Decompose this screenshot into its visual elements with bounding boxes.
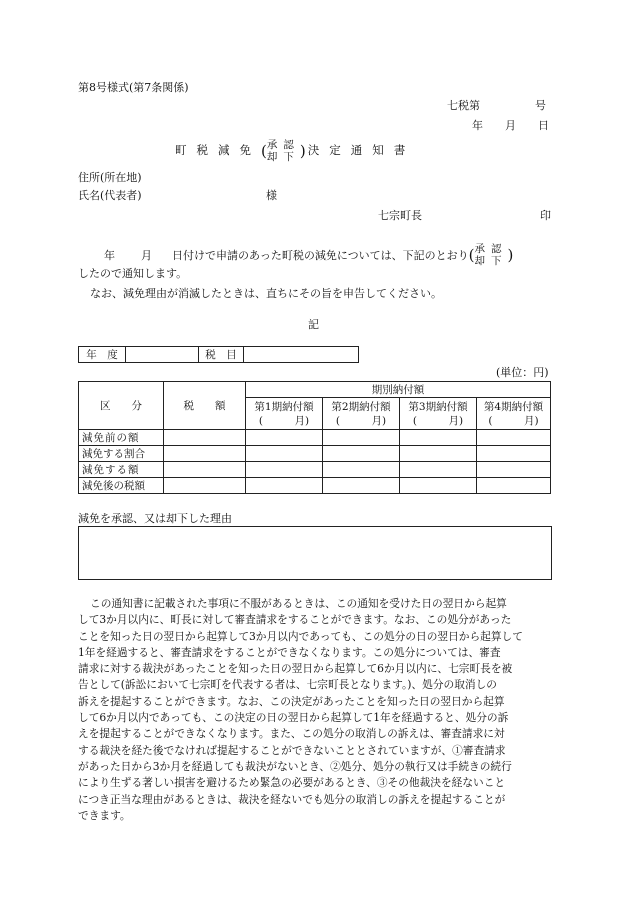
table-row [79,430,551,446]
cell-input[interactable] [477,462,551,478]
honorific: 様 [266,189,277,202]
cell-input[interactable] [400,446,477,462]
cell-input[interactable] [323,462,400,478]
cell-input[interactable] [477,478,551,494]
cell-input[interactable] [164,478,246,494]
tax-amount-header: 税 額 [164,382,246,430]
table-row [79,446,551,462]
row-label: 減免後の税額 [79,478,164,494]
cell-input[interactable] [323,430,400,446]
document-number: 七税第 号 [447,99,546,112]
form-id: 第8号様式(第7条関係) [78,81,189,94]
table-row [79,478,551,494]
tax-value-cell[interactable] [244,347,359,363]
name-label: 氏名(代表者) [78,189,142,202]
period-header-3: 第3期納付額 ( 月) [400,398,477,430]
ki-mark: 記 [308,318,319,331]
cell-input[interactable] [400,478,477,494]
table-row [79,462,551,478]
cell-input[interactable] [323,446,400,462]
body-note: なお、減免理由が消滅したときは、直ちにその旨を申告してください。 [90,287,442,300]
reason-box[interactable] [78,526,552,580]
title-options [267,139,300,163]
cell-input[interactable] [477,446,551,462]
cell-input[interactable] [164,446,246,462]
body-option-approve: 承認 [474,243,508,255]
year-value-cell[interactable] [126,347,199,363]
cell-input[interactable] [246,430,323,446]
body-continuation: したので通知します。 [78,267,188,280]
appeal-notice: この通知書に記載された事項に不服があるときは、この通知を受けた日の翌日から起算 して3か月以内に、町長に対して審査請求をすることができます。なお、この処分があった ことを知った日の翌日から起算して3か月以内であっても、この処分の日の翌日から起算して 1年を経過すると、審査請求をすることができなくなります。この処分については、審査 請求に対する裁決があったことを知った日の翌日から起算して6か月以内に、七宗町長を被 告として(訴訟において七宗町を代表する者は、七宗町長となります。)、処分の取消しの 訴えを提起することができます。なお、この決定があったことを知った日の翌日から起算 して6か月以内であっても、この決定の日の翌日から起算して1年を経過すると、処分の訴 えを提起することができなくなります。また、この処分の取消しの訴えは、審査請求に対 する裁決を経た後でなければ提起することができないこととされていますが、①審査請求 があった日から3か月を経過しても裁決がないとき、②処分、処分の執行又は手続きの続行 により生ずる著しい損害を避けるため緊急の必要があるとき、③その他裁決を経ないこと につき正当な理由があるときは、裁決を経ないでも処分の取消しの訴えを提起することが できます。 [78,597,523,822]
year-label-cell: 年 度 [79,347,126,363]
row-label: 減免する割合 [79,446,164,462]
category-header: 区 分 [79,382,164,430]
cell-input[interactable] [164,462,246,478]
title-option-reject: 却下 [266,151,300,164]
row-label: 減免する額 [79,462,164,478]
cell-input[interactable] [400,430,477,446]
issuer-name: 七宗町長 [378,209,422,222]
cell-input[interactable] [246,462,323,478]
cell-input[interactable] [164,430,246,446]
reason-label: 減免を承認、又は却下した理由 [78,512,232,525]
body-month-label: 月 [141,248,152,262]
tax-label-cell: 税 目 [199,347,244,363]
cell-input[interactable] [246,478,323,494]
unit-label: (単位：円) [496,366,549,379]
body-options [475,243,508,267]
cell-input[interactable] [246,446,323,462]
body-text: 日付けで申請のあった町税の減免については、下記のとおり [172,248,469,262]
period-header-4: 第4期納付額 ( 月) [477,398,551,430]
address-label: 住所(所在地) [78,171,142,184]
body-year-label: 年 [104,248,115,262]
cell-input[interactable] [400,462,477,478]
period-header-2: 第2期納付額 ( 月) [323,398,400,430]
title-option-approve: 承認 [266,139,300,151]
year-tax-table [78,346,359,363]
title-main: 町税減免 [175,143,261,158]
document-title: 町税減免 ( 承認 却下 ) 決定通知書 [175,139,416,164]
seal-mark: 印 [540,209,551,222]
issue-date: 年 月 日 [472,119,549,132]
period-header-1: 第1期納付額 ( 月) [246,398,323,430]
cell-input[interactable] [477,430,551,446]
amount-table [78,381,551,494]
period-group-header: 期別納付額 [246,382,551,398]
row-label: 減免前の額 [79,430,164,446]
title-suffix: 決定通知書 [307,143,416,158]
body-option-reject: 却下 [474,255,508,268]
cell-input[interactable] [323,478,400,494]
body-line-1: 年 月 日付けで申請のあった町税の減免については、下記のとおり ( 承認 却下 ) [104,243,514,268]
